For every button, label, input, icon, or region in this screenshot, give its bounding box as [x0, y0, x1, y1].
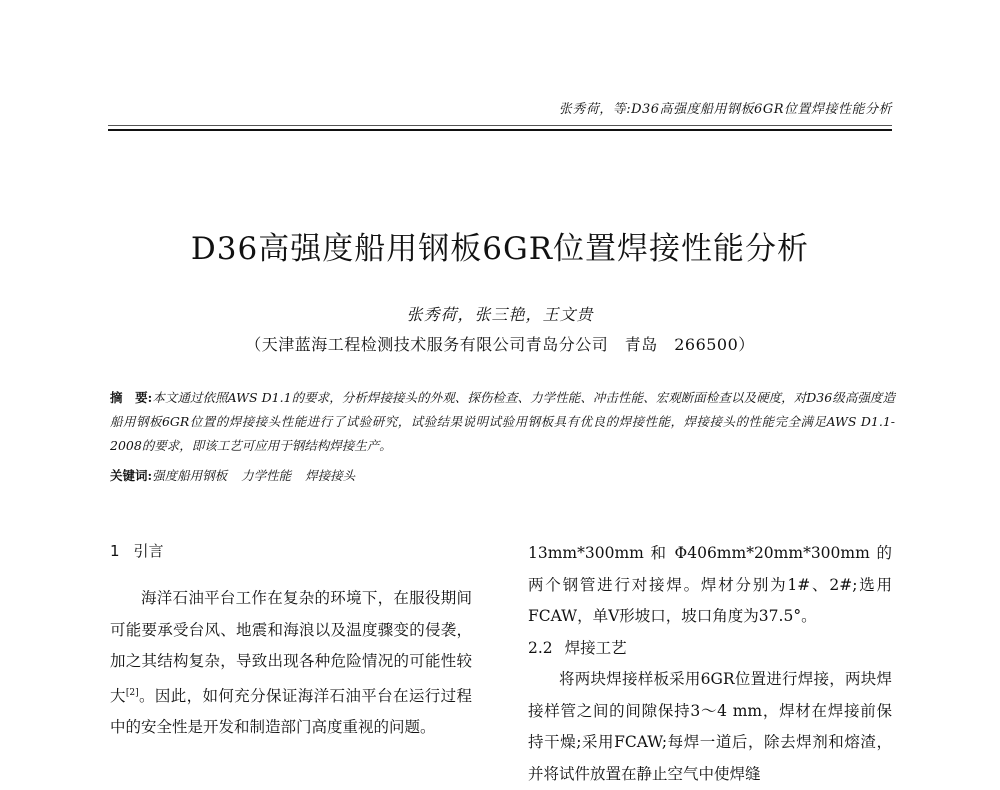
right-column [528, 538, 892, 790]
keyword-item: 力学性能 [241, 468, 292, 483]
subsection-heading [528, 633, 892, 665]
keyword-item: 强度船用钢板 [152, 468, 228, 483]
subsection-title: 焊接工艺 [564, 638, 627, 657]
keyword-item: 焊接接头 [305, 468, 356, 483]
citation-ref[interactable]: [2] [125, 687, 139, 698]
abstract-label: 摘 要: [110, 390, 153, 405]
keywords-label: 关键词: [110, 468, 153, 483]
section-title: 引言 [133, 542, 164, 560]
header-rule-thin [108, 125, 892, 126]
paper-title: D36高强度船用钢板6GR位置焊接性能分析 [190, 230, 810, 267]
intro-text-part2: 。因此，如何充分保证海洋石油平台在运行过程中的安全性是开发和制造部门高度重视的问题。 [110, 686, 472, 737]
author-list: 张秀荷，张三艳，王文贵 [406, 305, 594, 324]
continued-paragraph: 13mm*300mm 和 Φ406mm*20mm*300mm 的两个钢管进行对接焊。焊材分别为1#、2#;选用FCAW，单V形坡口，坡口角度为37.5°。 [528, 544, 892, 625]
intro-text-part1: 海洋石油平台工作在复杂的环境下，在服役期间可能要承受台风、地震和海浪以及温度骤变的侵袭，加之其结构复杂，导致出现各种危险情况的可能性较大 [110, 589, 472, 705]
subsection-number: 2.2 [528, 638, 553, 657]
intro-paragraph [110, 583, 472, 744]
running-head: 张秀荷，等:D36高强度船用钢板6GR位置焊接性能分析 [558, 102, 892, 117]
section-heading-intro [110, 540, 472, 561]
left-column [110, 540, 472, 744]
section-number: 1 [110, 542, 120, 560]
header-rule-thick [108, 129, 892, 131]
welding-process-paragraph: 将两块焊接样板采用6GR位置进行焊接，两块焊接样管之间的间隙保持3～4 mm，焊材在焊接前保持干燥;采用FCAW;每焊一道后，除去焊剂和熔渣，并将试件放置在静止空气中使焊缝 [528, 670, 892, 783]
affiliation: （天津蓝海工程检测技术服务有限公司青岛分公司 青岛 266500） [245, 335, 755, 354]
abstract [110, 386, 895, 458]
keywords [110, 466, 895, 484]
abstract-text: 本文通过依照AWS D1.1的要求，分析焊接接头的外观、探伤检查、力学性能、冲击性能、宏观断面检查以及硬度，对D36级高强度造船用钢板6GR位置的焊接接头性能进行了试验研究，试验结果说明试验用钢板具有优良的焊接性能，焊接接头的性能完全满足AWS D1.1-2008的要求，即该工艺可应用于钢结构焊接生产。 [110, 390, 895, 453]
